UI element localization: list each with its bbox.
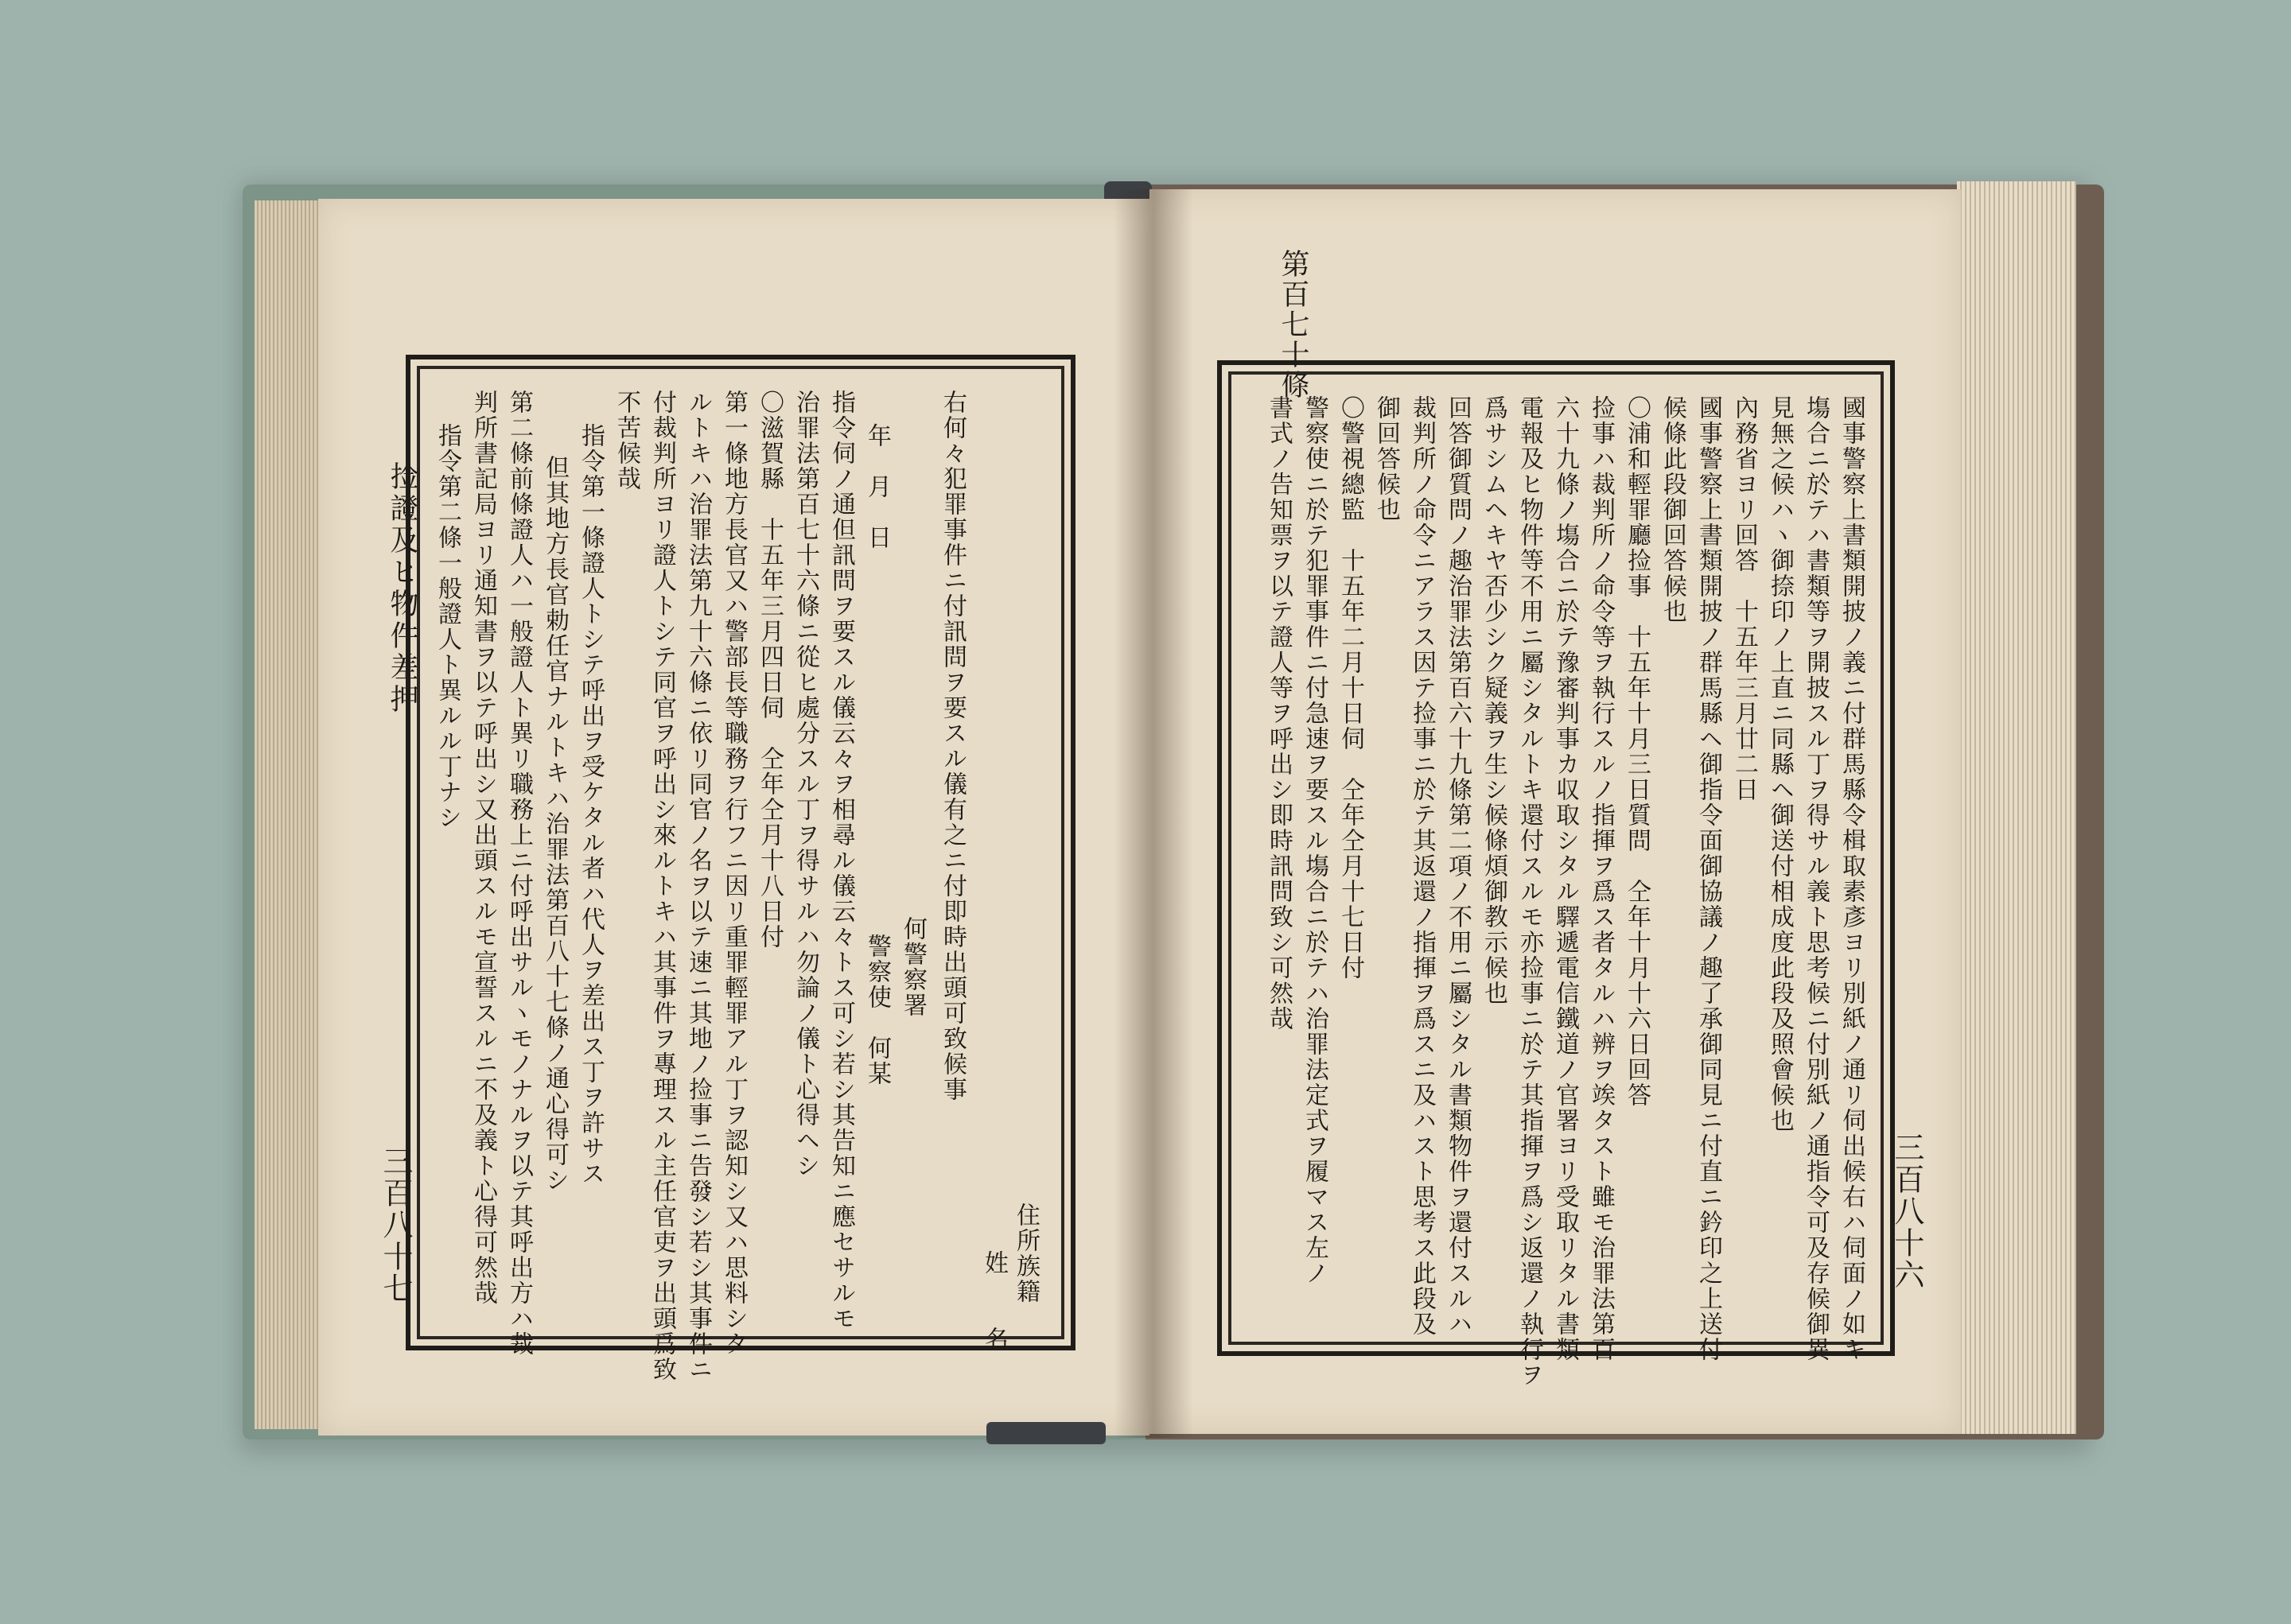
text-column: 不苦候哉 xyxy=(613,390,640,491)
running-title: 捡證及ヒ物件差押 xyxy=(386,461,418,716)
text-column: 〇警視總監 十五年二月十日伺 仝年仝月十七日付 xyxy=(1336,395,1364,981)
text-column: 付裁判所ヨリ證人トシテ同官ヲ呼出シ來ルトキハ其事件ヲ專理スル主任官吏ヲ出頭爲致 xyxy=(648,390,676,1382)
text-column: 見無之候ハヽ御捺印ノ上直ニ同縣ヘ御送付相成度此段及照會候也 xyxy=(1766,395,1794,1133)
text-column: 電報及ヒ物件等不用ニ屬シタルトキ還付スルモ亦捡事ニ於テ其指揮ヲ爲シ返還ノ執行ヲ xyxy=(1515,395,1543,1388)
form-address-label: 住所族籍 xyxy=(1012,1202,1040,1304)
text-column: 第二條前條證人ハ一般證人ト異リ職務上ニ付呼出サルヽモノナルヲ以テ其呼出方ハ裁 xyxy=(505,390,533,1357)
left-text-frame xyxy=(406,355,1075,1382)
text-column: 裁判所ノ命令ニアラス因テ捡事ニ於テ其返還ノ指揮ヲ爲スニ及ハスト思考ス此段及 xyxy=(1408,395,1436,1337)
text-column: 爲サシムヘキヤ否少シク疑義ヲ生シ候條煩御教示候也 xyxy=(1480,395,1507,1006)
text-column: 〇浦和輕罪廳捡事 十五年十月三日質問 仝年十月十六日回答 xyxy=(1623,395,1651,1108)
text-column: 指令第一條證人トシテ呼出ヲ受ケタル者ハ代人ヲ差出ス丁ヲ許サス xyxy=(577,423,605,1187)
text-column: 書式ノ告知票ヲ以テ證人等ヲ呼出シ即時訊問致シ可然哉 xyxy=(1265,395,1293,1032)
text-column: 年 月 日 xyxy=(863,423,891,550)
text-column: ルトキハ治罪法第九十六條ニ依リ同官ノ名ヲ以テ速ニ其地ノ捡事ニ告發シ若シ其事件ニ xyxy=(684,390,712,1382)
text-column: 塲合ニ於テハ書類等ヲ開披スル丁ヲ得サル義ト思考候ニ付別紙ノ通指令可及存候御異 xyxy=(1802,395,1830,1362)
section-heading: 第百七十條 xyxy=(1277,249,1309,400)
text-column: 御回答候也 xyxy=(1372,395,1400,523)
text-column: 何警察署 xyxy=(899,916,927,1018)
text-column: 判所書記局ヨリ通知書ヲ以テ呼出シ又出頭スルモ宣誓スルニ不及義ト心得可然哉 xyxy=(469,390,497,1306)
page-number-left: 三百八十七 xyxy=(378,1145,413,1304)
text-column: 〇滋賀縣 十五年三月四日伺 仝年仝月十八日付 xyxy=(756,390,784,950)
page-edges-right xyxy=(1957,181,2076,1434)
text-column: 右何々犯罪事件ニ付訊問ヲ要スル儀有之ニ付即時出頭可致候事 xyxy=(939,390,967,1102)
right-text-frame xyxy=(1217,360,1895,1388)
text-column: 警察使ニ於テ犯罪事件ニ付急速ヲ要スル塲合ニ於テハ治罪法定式ヲ履マス左ノ xyxy=(1301,395,1328,1286)
text-column: 內務省ヨリ回答 十五年三月廿二日 xyxy=(1730,395,1758,802)
form-name-label: 姓 名 xyxy=(980,1250,1008,1352)
text-column: 治罪法第百七十六條ニ從ヒ處分スル丁ヲ得サルハ勿論ノ儀ト心得ヘシ xyxy=(792,390,819,1179)
text-column: 警察使 何某 xyxy=(863,934,891,1086)
text-column: 第一條地方長官又ハ警部長等職務ヲ行フニ因リ重罪輕罪アル丁ヲ認知シ又ハ思料シタ xyxy=(720,390,748,1357)
text-column: 候條此段御回答候也 xyxy=(1659,395,1686,624)
bookmark-ribbon-bottom[interactable] xyxy=(986,1422,1106,1444)
page-number-right: 三百八十六 xyxy=(1889,1132,1924,1291)
text-column: 但其地方長官勅任官ナルトキハ治罪法第百八十七條ノ通心得可シ xyxy=(541,455,569,1193)
text-column: 指令伺ノ通但訊問ヲ要スル儀云々ヲ相尋ル儀云々トス可シ若シ其告知ニ應セサルモ xyxy=(827,390,855,1331)
text-column: 指令第二條一般證人ト異ルル丁ナシ xyxy=(434,423,461,830)
text-column: 六十九條ノ塲合ニ於テ豫審判事カ収取シタル驛遞電信鐵道ノ官署ヨリ受取リタル書類 xyxy=(1551,395,1579,1362)
text-column: 國事警察上書類開披ノ義ニ付群馬縣令楫取素彥ヨリ別紙ノ通リ伺出候右ハ伺面ノ如キ xyxy=(1838,395,1865,1362)
book-gutter xyxy=(1114,189,1193,1438)
text-column: 國事警察上書類開披ノ群馬縣ヘ御指令面御協議ノ趣了承御同見ニ付直ニ鈐印之上送付 xyxy=(1694,395,1722,1362)
text-column: 捡事ハ裁判所ノ命令等ヲ執行スルノ指揮ヲ爲ス者タルハ辨ヲ竢タスト雖モ治罪法第百 xyxy=(1587,395,1615,1362)
text-column: 回答御質問ノ趣治罪法第百六十九條第二項ノ不用ニ屬シタル書類物件ヲ還付スルハ xyxy=(1444,395,1472,1337)
